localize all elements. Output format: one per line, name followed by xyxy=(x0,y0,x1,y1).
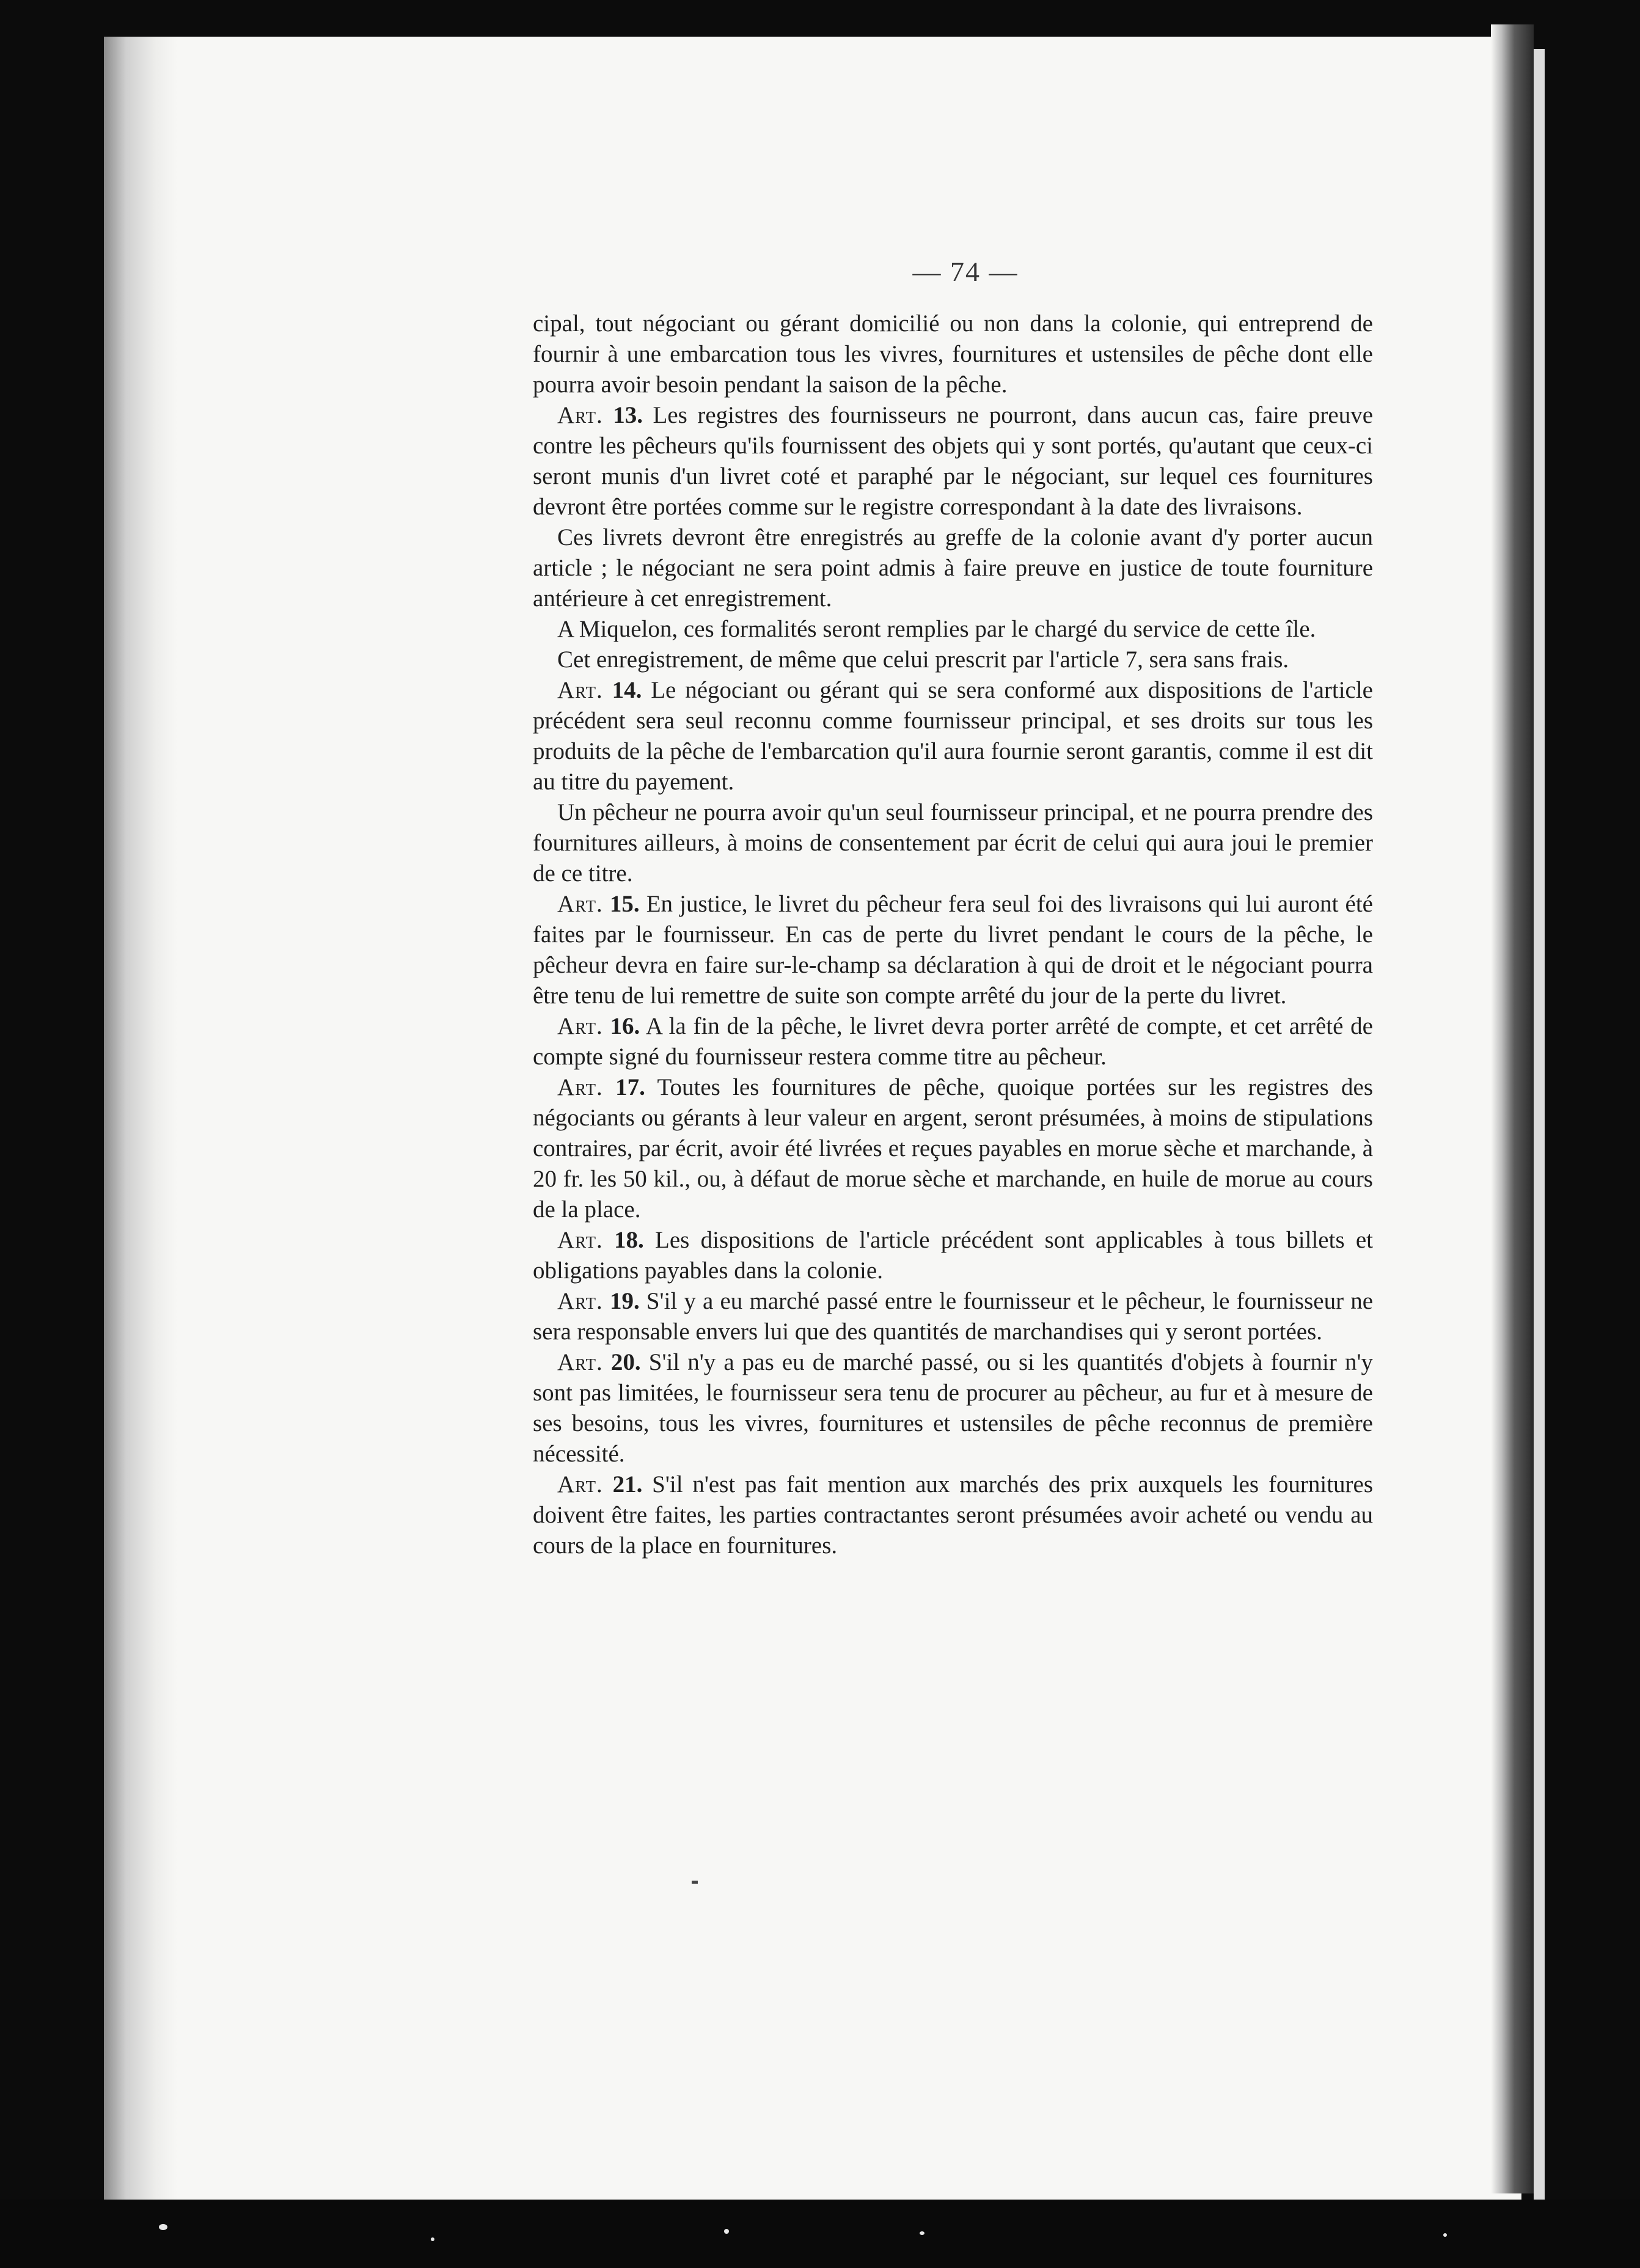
article-number: 18. xyxy=(614,1227,644,1253)
article-number: 20. xyxy=(610,1349,641,1375)
article-label: Art. xyxy=(557,1349,603,1375)
right-margin-strip xyxy=(1534,49,1545,2200)
article-15 xyxy=(533,889,1373,1011)
right-page-edge xyxy=(1491,24,1534,2193)
article-label: Art. xyxy=(557,1074,603,1100)
bottom-scan-border xyxy=(0,2200,1640,2268)
article-number: 13. xyxy=(613,402,643,428)
article-text: S'il n'y a pas eu de marché passé, ou si les quantités d'objets à fournir n'y sont pas limitées, le fournisseur sera tenu de procurer au pêcheur, au fur et à mesure de ses besoins, tous les vivres, fournitures et ustensiles de pêche reconnus de première nécessité. xyxy=(533,1349,1374,1467)
scan-speck xyxy=(920,2231,924,2235)
article-13 xyxy=(533,400,1373,522)
print-mark xyxy=(692,1881,698,1884)
article-text: A la fin de la pêche, le livret devra porter arrêté de compte, et cet arrêté de compte signé du fournisseur restera comme titre au pêcheur. xyxy=(533,1013,1373,1070)
article-text: Toutes les fournitures de pêche, quoique portées sur les registres des négociants ou gérants à leur valeur en argent, seront présumées, à moins de stipulations contraires, par écrit, avoir été livrées et reçues payables en morue sèche et marchande, à 20 fr. les 50 kil., ou, à défaut de morue sèche et marchande, en huile de morue au cours de la place. xyxy=(533,1074,1374,1223)
article-label: Art. xyxy=(557,1471,603,1498)
scan-speck xyxy=(431,2237,434,2241)
paragraph-text: Cet enregistrement, de même que celui prescrit par l'article 7, sera sans frais. xyxy=(557,646,1289,673)
article-13-paragraph xyxy=(533,614,1373,645)
scan-speck xyxy=(724,2229,729,2234)
article-label: Art. xyxy=(557,1288,603,1314)
article-label: Art. xyxy=(557,891,603,917)
article-label: Art. xyxy=(557,402,603,428)
article-14-paragraph xyxy=(533,797,1373,889)
article-text: En justice, le livret du pêcheur fera seul foi des livraisons qui lui auront été faites par le fournisseur. En cas de perte du livret pendant le cours de la pêche, le pêcheur devra en faire sur-le-champ sa déclaration à qui de droit et le négociant pourra être tenu de lui remettre de suite son compte arrêté du jour de la perte du livret. xyxy=(533,891,1373,1009)
paragraph-text: Ces livrets devront être enregistrés au greffe de la colonie avant d'y porter aucun article ; le négociant ne sera point admis à faire preuve en justice de toute fourniture antérieure à cet enregistrement. xyxy=(533,524,1373,612)
article-18 xyxy=(533,1225,1373,1286)
article-label: Art. xyxy=(557,1227,603,1253)
binding-edge xyxy=(104,37,177,2200)
article-17 xyxy=(533,1072,1373,1225)
paragraph-text: Un pêcheur ne pourra avoir qu'un seul fournisseur principal, et ne pourra prendre des fournitures ailleurs, à moins de consentement par écrit de celui qui aura joui le premier de ce titre. xyxy=(533,799,1373,887)
article-text: S'il n'est pas fait mention aux marchés des prix auxquels les fournitures doivent être faites, les parties contractantes seront présumées avoir acheté ou vendu au cours de la place en fournitures. xyxy=(533,1471,1374,1559)
article-16 xyxy=(533,1011,1373,1072)
article-text: S'il y a eu marché passé entre le fournisseur et le pêcheur, le fournisseur ne sera responsable envers lui que des quantités de marchandises qui y seront portées. xyxy=(533,1288,1374,1345)
scan-speck xyxy=(159,2224,167,2230)
article-text: Les registres des fournisseurs ne pourront, dans aucun cas, faire preuve contre les pêcheurs qu'ils fournissent des objets qui y sont portés, qu'autant que ceux-ci seront munis d'un livret coté et paraphé par le négociant, sur lequel ces fournitures devront être portées comme sur le registre correspondant à la date des livraisons. xyxy=(533,402,1374,520)
document-body xyxy=(533,309,1373,1561)
paragraph-text: A Miquelon, ces formalités seront remplies par le chargé du service de cette île. xyxy=(557,616,1316,642)
article-number: 17. xyxy=(615,1074,645,1100)
article-text: Le négociant ou gérant qui se sera conformé aux dispositions de l'article précédent sera seul reconnu comme fournisseur principal, et ses droits sur tous les produits de la pêche de l'embarcation qu'il aura fournie seront garantis, comme il est dit au titre du payement. xyxy=(533,677,1373,795)
article-number: 21. xyxy=(612,1471,643,1498)
scan-speck xyxy=(1443,2233,1447,2237)
article-13-paragraph xyxy=(533,645,1373,675)
article-13-paragraph xyxy=(533,522,1373,614)
article-19 xyxy=(533,1286,1373,1347)
page-number: — 74 — xyxy=(912,256,1019,287)
article-text: Les dispositions de l'article précédent sont applicables à tous billets et obligations payables dans la colonie. xyxy=(533,1227,1374,1284)
article-20 xyxy=(533,1347,1373,1469)
article-number: 15. xyxy=(609,891,640,917)
paragraph-text: cipal, tout négociant ou gérant domicilié ou non dans la colonie, qui entreprend de fournir à une embarcation tous les vivres, fournitures et ustensiles de pêche dont elle pourra avoir besoin pendant la saison de la pêche. xyxy=(533,310,1373,398)
article-label: Art. xyxy=(557,1013,603,1039)
article-number: 19. xyxy=(609,1288,640,1314)
paragraph-continuation xyxy=(533,309,1373,400)
article-number: 14. xyxy=(612,677,642,703)
article-number: 16. xyxy=(610,1013,640,1039)
article-14 xyxy=(533,675,1373,797)
article-label: Art. xyxy=(557,677,603,703)
article-21 xyxy=(533,1469,1373,1561)
